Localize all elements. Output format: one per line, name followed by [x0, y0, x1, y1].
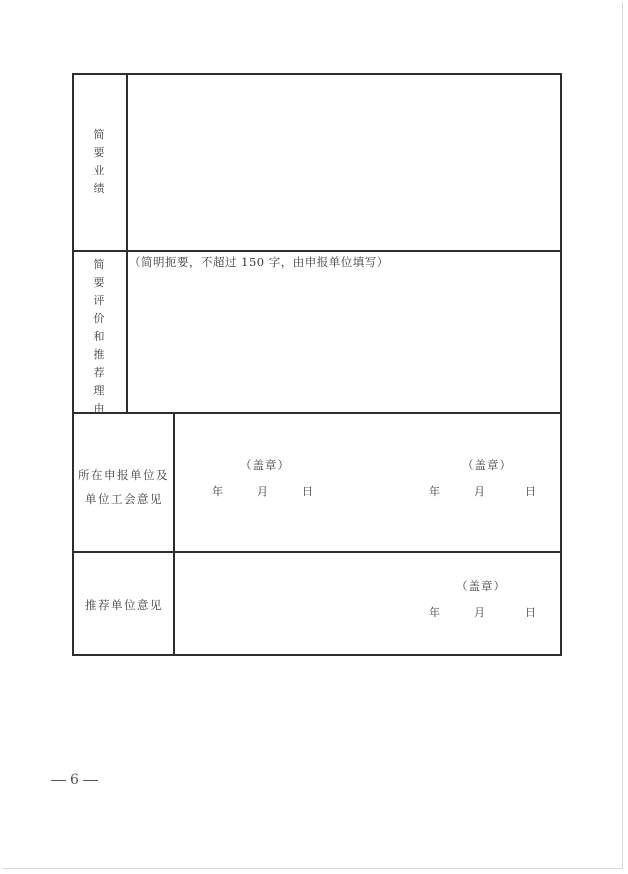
- recommend-seal: （盖章）: [456, 579, 506, 593]
- unit-day-left: 日: [302, 485, 313, 498]
- unit-day-right: 日: [525, 485, 536, 498]
- achievements-field[interactable]: [128, 75, 559, 249]
- page-number: [47, 772, 102, 788]
- unit-month-left: 月: [257, 485, 268, 498]
- achievements-label: 简要业绩: [93, 128, 105, 195]
- unit-seal-right: （盖章）: [462, 458, 512, 472]
- unit-seal-left: （盖章）: [240, 458, 290, 472]
- table-border-bottom: [72, 654, 561, 656]
- unit-opinion-label-line1: 所在申报单位及: [78, 468, 169, 482]
- unit-year-left: 年: [212, 485, 223, 498]
- recommend-opinion-label: 推荐单位意见: [85, 598, 163, 612]
- label-column-divider-lower: [173, 412, 175, 656]
- recommend-day: 日: [525, 606, 536, 619]
- recommend-month: 月: [474, 606, 485, 619]
- unit-opinion-label-line2: 单位工会意见: [85, 492, 163, 506]
- table-divider-3: [72, 551, 561, 553]
- evaluation-note: （简明扼要，不超过 150 字，由申报单位填写）: [129, 255, 389, 269]
- table-divider-2: [72, 412, 561, 414]
- table-divider-1: [72, 250, 561, 252]
- page-number-value: 6: [70, 772, 79, 788]
- table-border-right: [560, 73, 562, 656]
- table-border-left: [72, 73, 74, 656]
- evaluation-label: 简要评价和推荐理由: [93, 258, 105, 415]
- unit-year-right: 年: [429, 485, 440, 498]
- page-number-dash-left: [51, 780, 66, 781]
- unit-month-right: 月: [474, 485, 485, 498]
- recommend-year: 年: [429, 606, 440, 619]
- page-number-dash-right: [83, 780, 98, 781]
- evaluation-field[interactable]: [128, 275, 559, 411]
